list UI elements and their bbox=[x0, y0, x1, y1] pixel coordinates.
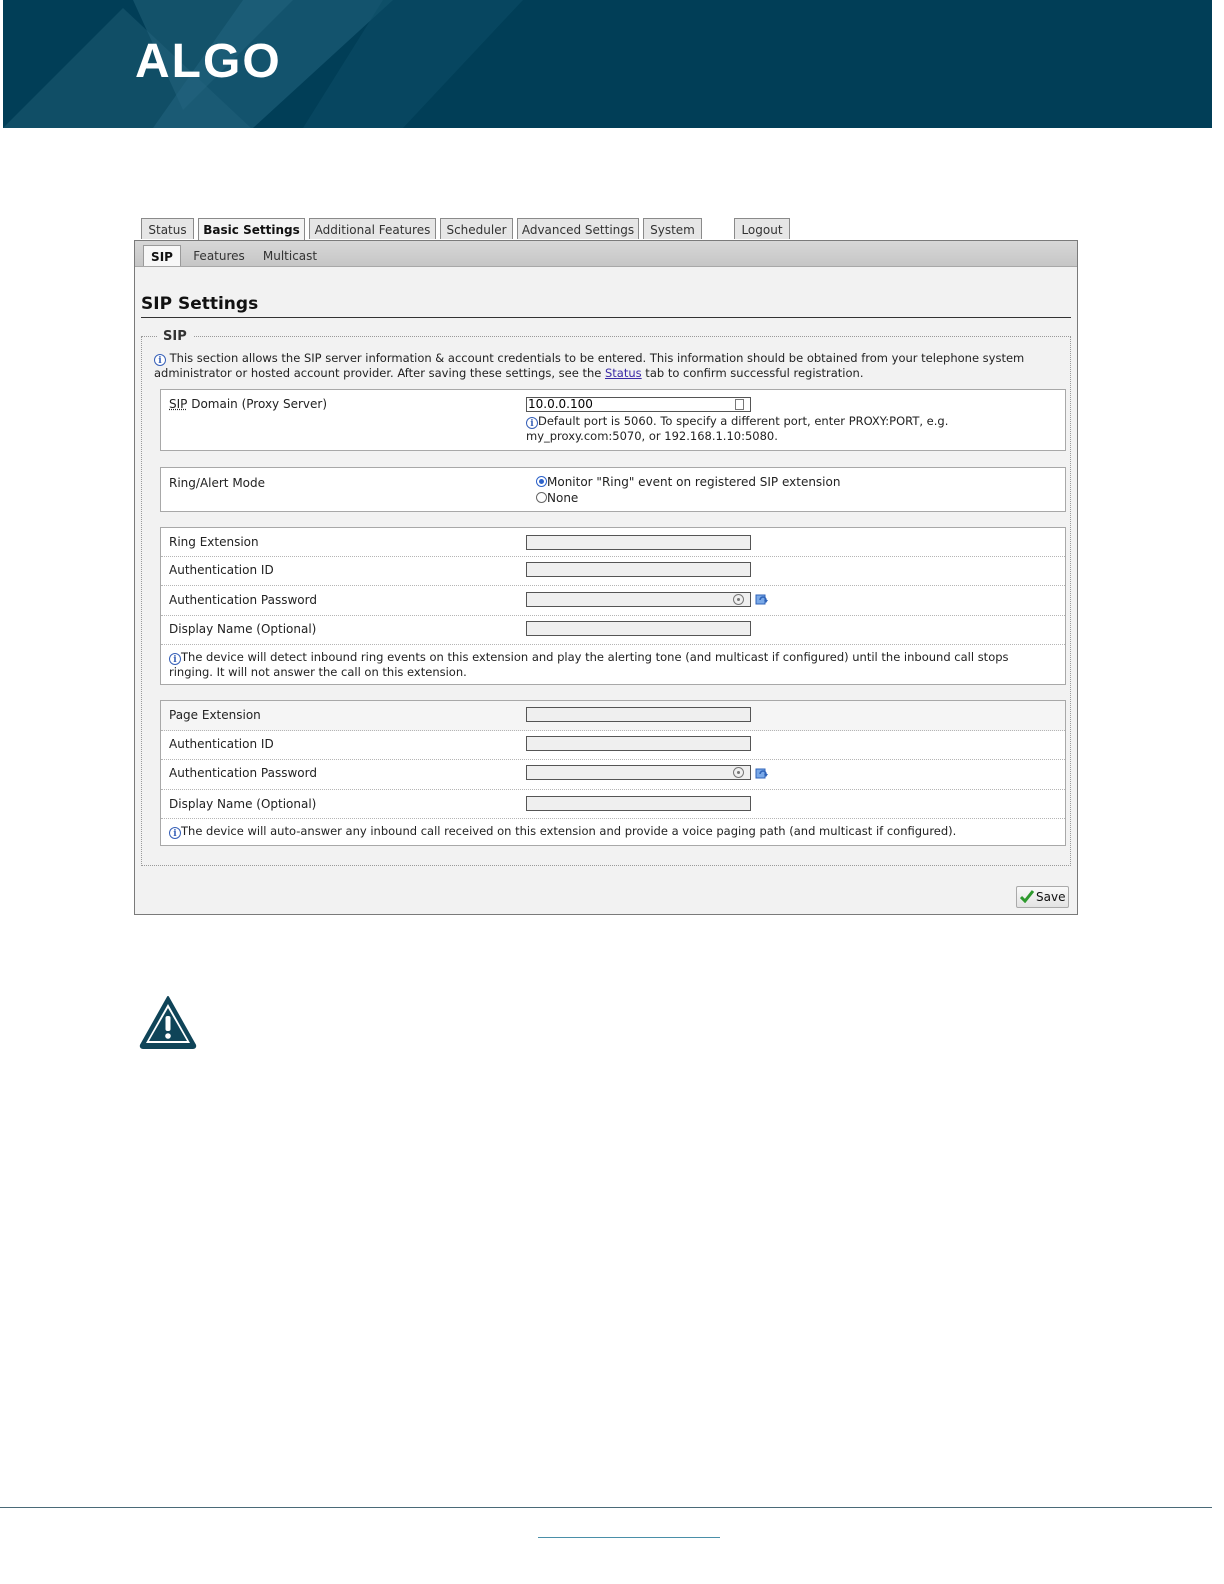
ring-auth-id-row bbox=[161, 556, 1065, 586]
header-banner bbox=[3, 0, 1212, 128]
tab-basic-settings[interactable]: Basic Settings bbox=[198, 218, 305, 241]
radio-monitor[interactable] bbox=[536, 476, 547, 487]
ring-mode-label: Ring/Alert Mode bbox=[169, 476, 266, 490]
ring-display-name-label: Display Name (Optional) bbox=[169, 622, 317, 636]
page-auth-id-row bbox=[161, 730, 1065, 760]
checkmark-icon bbox=[1020, 890, 1034, 903]
ring-mode-box bbox=[160, 467, 1066, 512]
calculator-icon bbox=[735, 399, 744, 410]
page-auth-id-input[interactable] bbox=[526, 736, 751, 751]
page-title: SIP Settings bbox=[141, 294, 259, 314]
ring-auth-pw-label: Authentication Password bbox=[169, 593, 317, 607]
sip-domain-help: i Default port is 5060. To specify a different port, enter PROXY:PORT, e.g. my_proxy.com:5070, or 192.168.1.10:5080. bbox=[526, 414, 949, 443]
fieldset-legend: SIP bbox=[157, 329, 193, 344]
tab-system[interactable]: System bbox=[643, 218, 702, 239]
ring-extension-box bbox=[160, 527, 1066, 685]
sip-fieldset bbox=[141, 329, 1071, 866]
info-icon: i bbox=[526, 417, 538, 429]
page-extension-row bbox=[161, 701, 1065, 731]
ring-note: i The device will detect inbound ring events on this extension and play the alerting tone (and multicast if configured) until the inbound call stops ringing. It will not answer the call on this extension. bbox=[169, 650, 1009, 679]
ring-extension-input[interactable] bbox=[526, 535, 751, 550]
page-extension-input[interactable] bbox=[526, 707, 751, 722]
save-button[interactable]: Save bbox=[1016, 886, 1069, 908]
sip-domain-label: SIP Domain (Proxy Server) bbox=[169, 397, 327, 411]
ring-mode-option-none[interactable]: None bbox=[536, 491, 578, 506]
footer-link-underline bbox=[538, 1537, 720, 1538]
ring-auth-id-label: Authentication ID bbox=[169, 563, 274, 577]
radio-none[interactable] bbox=[536, 492, 547, 503]
title-divider bbox=[141, 317, 1071, 318]
algo-logo: ALGO bbox=[135, 35, 282, 88]
info-icon: i bbox=[154, 354, 166, 366]
ring-mode-option-monitor[interactable]: Monitor "Ring" event on registered SIP extension bbox=[536, 475, 840, 490]
tab-scheduler[interactable]: Scheduler bbox=[440, 218, 513, 239]
tab-logout[interactable]: Logout bbox=[734, 218, 790, 239]
sub-nav bbox=[135, 241, 1077, 267]
ring-auth-id-input[interactable] bbox=[526, 562, 751, 577]
info-icon: i bbox=[169, 653, 181, 665]
status-link[interactable]: Status bbox=[605, 366, 642, 380]
sip-domain-input[interactable]: 10.0.0.100 bbox=[526, 397, 751, 412]
page-display-name-label: Display Name (Optional) bbox=[169, 797, 317, 811]
page-auth-pw-input[interactable] bbox=[526, 765, 751, 780]
page-extension-label: Page Extension bbox=[169, 708, 261, 722]
refresh-icon[interactable] bbox=[755, 767, 769, 781]
sip-domain-box bbox=[160, 389, 1066, 451]
ring-extension-label: Ring Extension bbox=[169, 535, 259, 549]
intro-text: i This section allows the SIP server information & account credentials to be entered. This information should be obtained from your telephone system administrator or hosted account provider. After saving these settings, see the Status tab to confirm successful registration. bbox=[154, 351, 1025, 380]
ring-extension-row bbox=[161, 528, 1065, 557]
ring-display-name-row bbox=[161, 615, 1065, 645]
ring-display-name-input[interactable] bbox=[526, 621, 751, 636]
ring-note-row bbox=[161, 644, 1065, 684]
page-extension-box bbox=[160, 700, 1066, 846]
tab-additional-features[interactable]: Additional Features bbox=[309, 218, 436, 239]
tab-status[interactable]: Status bbox=[141, 218, 194, 239]
page-note: i The device will auto-answer any inbound call received on this extension and provide a voice paging path (and multicast if configured). bbox=[169, 824, 1049, 839]
warning-icon bbox=[138, 994, 198, 1050]
subtab-sip[interactable]: SIP bbox=[143, 245, 181, 266]
tab-advanced-settings[interactable]: Advanced Settings bbox=[517, 218, 639, 239]
info-icon: i bbox=[169, 827, 181, 839]
subtab-features[interactable]: Features bbox=[193, 249, 245, 263]
settings-panel bbox=[134, 240, 1078, 915]
show-password-icon[interactable] bbox=[733, 594, 744, 605]
page-auth-id-label: Authentication ID bbox=[169, 737, 274, 751]
footer-divider bbox=[0, 1507, 1212, 1508]
ring-auth-pw-row bbox=[161, 585, 1065, 616]
subtab-multicast[interactable]: Multicast bbox=[262, 249, 318, 263]
page-note-row bbox=[161, 818, 1065, 845]
page-auth-pw-row bbox=[161, 759, 1065, 790]
page-display-name-input[interactable] bbox=[526, 796, 751, 811]
page-display-name-row bbox=[161, 789, 1065, 819]
page-auth-pw-label: Authentication Password bbox=[169, 766, 317, 780]
ring-auth-pw-input[interactable] bbox=[526, 592, 751, 607]
show-password-icon[interactable] bbox=[733, 767, 744, 778]
refresh-icon[interactable] bbox=[755, 593, 769, 607]
